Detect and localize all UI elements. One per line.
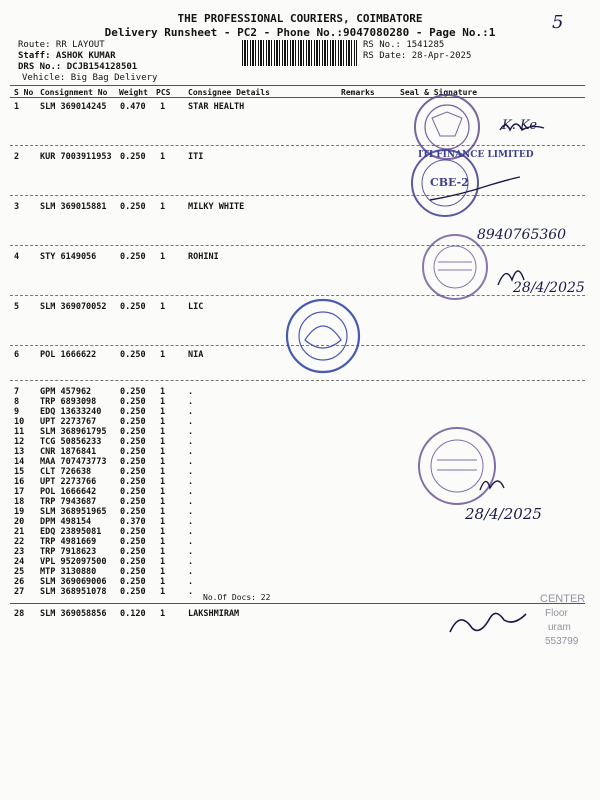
row-19-consignment: SLM 368951965: [40, 507, 107, 517]
row-24-sno: 24: [14, 557, 25, 567]
docs-count: No.Of Docs: 22: [203, 593, 271, 602]
row-24-consignee: .: [188, 557, 194, 567]
row-21-consignment: EDQ 23895081: [40, 527, 102, 537]
row-7-consignee: .: [188, 387, 194, 397]
row-3-weight: 0.250: [120, 202, 146, 212]
staff-label: Staff: ASHOK KUMAR: [18, 51, 116, 61]
row-13-consignee: .: [188, 447, 194, 457]
row-9-consignee: .: [188, 407, 194, 417]
col-consignee: Consignee Details: [188, 88, 270, 97]
row-10-weight: 0.250: [120, 417, 146, 427]
col-pcs: PCS: [156, 88, 171, 97]
row-20-sno: 20: [14, 517, 25, 527]
row-24-weight: 0.250: [120, 557, 146, 567]
row-8-consignment: TRP 6893098: [40, 397, 97, 407]
col-consignment: Consignment No: [40, 88, 108, 97]
row-11-consignment: SLM 368961795: [40, 427, 107, 437]
row-25-consignment: MTP 3130880: [40, 567, 97, 577]
stamp-row28-line1: CENTER: [540, 593, 586, 605]
page-mark: 5: [552, 12, 564, 33]
row-16-pcs: 1: [160, 477, 166, 487]
row-23-pcs: 1: [160, 547, 166, 557]
row-20-weight: 0.370: [120, 517, 146, 527]
row-7-weight: 0.250: [120, 387, 146, 397]
row-13-weight: 0.250: [120, 447, 146, 457]
row-19-consignee: .: [188, 507, 194, 517]
row-1-weight: 0.470: [120, 102, 146, 112]
row-15-pcs: 1: [160, 467, 166, 477]
row-19-weight: 0.250: [120, 507, 146, 517]
col-sno: S No: [14, 88, 34, 97]
row-19-pcs: 1: [160, 507, 166, 517]
row-5-consignee: LIC: [188, 302, 204, 312]
row-12-weight: 0.250: [120, 437, 146, 447]
row-18-pcs: 1: [160, 497, 166, 507]
row-4-pcs: 1: [160, 252, 166, 262]
row-25-consignee: .: [188, 567, 194, 577]
row-3-sno: 3: [14, 202, 20, 212]
stamp-row28-line4: 553799: [545, 636, 579, 647]
row-3-consignment: SLM 369015881: [40, 202, 107, 212]
row-25-pcs: 1: [160, 567, 166, 577]
signature-row1-text: K. Ke: [502, 118, 538, 133]
row-24-pcs: 1: [160, 557, 166, 567]
row-21-pcs: 1: [160, 527, 166, 537]
row-20-consignee: .: [188, 517, 194, 527]
row-17-pcs: 1: [160, 487, 166, 497]
row-2-sno: 2: [14, 152, 20, 162]
row-4-consignment: STY 6149056: [40, 252, 97, 262]
row-2-weight: 0.250: [120, 152, 146, 162]
row-25-sno: 25: [14, 567, 25, 577]
row-27-consignment: SLM 368951078: [40, 587, 107, 597]
row-7-sno: 7: [14, 387, 20, 397]
row-7-pcs: 1: [160, 387, 166, 397]
row-18-weight: 0.250: [120, 497, 146, 507]
row-23-sno: 23: [14, 547, 25, 557]
rohini-stamp: [423, 235, 487, 299]
row-14-consignment: MAA 707473773: [40, 457, 107, 467]
row-21-sno: 21: [14, 527, 25, 537]
row-3-consignee: MILKY WHITE: [188, 202, 245, 212]
row-6-consignment: POL 1666622: [40, 350, 97, 360]
row-5-consignment: SLM 369070052: [40, 302, 107, 312]
row-17-consignee: .: [188, 487, 194, 497]
row-13-pcs: 1: [160, 447, 166, 457]
row-8-sno: 8: [14, 397, 20, 407]
runsheet-subtitle: Delivery Runsheet - PC2 - Phone No.:9047080280 - Page No.:1: [104, 26, 496, 39]
row-3-pcs: 1: [160, 202, 166, 212]
row-9-weight: 0.250: [120, 407, 146, 417]
row-25-weight: 0.250: [120, 567, 146, 577]
handwritten-date-row4: 28/4/2025: [513, 280, 585, 296]
row-12-consignment: TCG 50856233: [40, 437, 102, 447]
row-28-weight: 0.120: [120, 609, 146, 619]
row-12-sno: 12: [14, 437, 25, 447]
row-26-consignee: .: [188, 577, 194, 587]
row-2-pcs: 1: [160, 152, 166, 162]
row-23-consignment: TRP 7918623: [40, 547, 97, 557]
row-22-consignee: .: [188, 537, 194, 547]
row-4-sno: 4: [14, 252, 20, 262]
row-12-pcs: 1: [160, 437, 166, 447]
row-22-consignment: TRP 4981669: [40, 537, 97, 547]
row-16-consignment: UPT 2273766: [40, 477, 97, 487]
col-seal-signature: Seal & Signature: [400, 88, 478, 97]
company-title: THE PROFESSIONAL COURIERS, COIMBATORE: [177, 12, 423, 25]
row-21-weight: 0.250: [120, 527, 146, 537]
row-16-sno: 16: [14, 477, 25, 487]
row-18-sno: 18: [14, 497, 25, 507]
row-23-weight: 0.250: [120, 547, 146, 557]
row-14-pcs: 1: [160, 457, 166, 467]
row-22-pcs: 1: [160, 537, 166, 547]
row-5-pcs: 1: [160, 302, 166, 312]
row-4-weight: 0.250: [120, 252, 146, 262]
row-26-weight: 0.250: [120, 577, 146, 587]
row-17-consignment: POL 1666642: [40, 487, 97, 497]
lic-stamp: [287, 300, 359, 372]
signature-row28: [450, 613, 526, 632]
row-16-consignee: .: [188, 477, 194, 487]
stamp-row28-line2: Floor: [545, 608, 568, 619]
row-28-consignee: LAKSHMIRAM: [188, 609, 240, 619]
row-19-sno: 19: [14, 507, 25, 517]
row-21-consignee: .: [188, 527, 194, 537]
row-5-weight: 0.250: [120, 302, 146, 312]
row-1-pcs: 1: [160, 102, 166, 112]
row-11-sno: 11: [14, 427, 25, 437]
row-9-sno: 9: [14, 407, 20, 417]
row-16-weight: 0.250: [120, 477, 146, 487]
row-23-consignee: .: [188, 547, 194, 557]
vehicle-label: Vehicle: Big Bag Delivery: [22, 73, 158, 83]
iti-stamp-code: CBE-2: [430, 176, 469, 189]
row-2-consignment: KUR 7003911953: [40, 152, 112, 162]
row-14-sno: 14: [14, 457, 25, 467]
row-10-sno: 10: [14, 417, 25, 427]
row-2-consignee: ITI: [188, 152, 204, 162]
row-11-pcs: 1: [160, 427, 166, 437]
row-8-weight: 0.250: [120, 397, 146, 407]
row-9-pcs: 1: [160, 407, 166, 417]
row-26-pcs: 1: [160, 577, 166, 587]
row-28-pcs: 1: [160, 609, 166, 619]
row-11-consignee: .: [188, 427, 194, 437]
row-28-sno: 28: [14, 609, 25, 619]
row-5-sno: 5: [14, 302, 20, 312]
stamp-row28-line3: uram: [548, 622, 571, 633]
row-6-weight: 0.250: [120, 350, 146, 360]
row-14-consignee: .: [188, 457, 194, 467]
row-6-pcs: 1: [160, 350, 166, 360]
rs-number: RS No.: 1541285: [363, 40, 445, 50]
row-10-pcs: 1: [160, 417, 166, 427]
row-4-consignee: ROHINI: [188, 252, 219, 262]
row-22-sno: 22: [14, 537, 25, 547]
row-1-consignee: STAR HEALTH: [188, 102, 245, 112]
col-remarks: Remarks: [341, 88, 375, 97]
row-27-consignee: .: [188, 587, 194, 597]
row-24-consignment: VPL 952097500: [40, 557, 107, 567]
row-1-consignment: SLM 369014245: [40, 102, 107, 112]
row-14-weight: 0.250: [120, 457, 146, 467]
route-label: Route: RR LAYOUT: [18, 40, 105, 50]
row-17-weight: 0.250: [120, 487, 146, 497]
row-15-weight: 0.250: [120, 467, 146, 477]
iti-stamp-text: ITI FINANCE LIMITED: [418, 150, 534, 160]
row-13-consignment: CNR 1876841: [40, 447, 97, 457]
row-15-consignment: CLT 726638: [40, 467, 92, 477]
row-22-weight: 0.250: [120, 537, 146, 547]
row-15-sno: 15: [14, 467, 25, 477]
rs-date: RS Date: 28-Apr-2025: [363, 51, 472, 61]
handwritten-date-row7: 28/4/2025: [465, 505, 542, 523]
row-17-sno: 17: [14, 487, 25, 497]
row-13-sno: 13: [14, 447, 25, 457]
row-1-sno: 1: [14, 102, 20, 112]
handwritten-phone: 8940765360: [477, 227, 567, 243]
row-20-consignment: DPM 498154: [40, 517, 92, 527]
row-8-consignee: .: [188, 397, 194, 407]
row-10-consignee: .: [188, 417, 194, 427]
row-27-pcs: 1: [160, 587, 166, 597]
row-15-consignee: .: [188, 467, 194, 477]
row-20-pcs: 1: [160, 517, 166, 527]
row-28-consignment: SLM 369058856: [40, 609, 107, 619]
row-9-consignment: EDQ 13633240: [40, 407, 102, 417]
drs-number: DRS No.: DCJB154128501: [18, 62, 138, 72]
row-27-weight: 0.250: [120, 587, 146, 597]
row-18-consignment: TRP 7943687: [40, 497, 97, 507]
row-10-consignment: UPT 2273767: [40, 417, 97, 427]
row-8-pcs: 1: [160, 397, 166, 407]
row-27-sno: 27: [14, 587, 25, 597]
row-26-sno: 26: [14, 577, 25, 587]
row-26-consignment: SLM 369069006: [40, 577, 107, 587]
col-weight: Weight: [119, 88, 148, 97]
row-18-consignee: .: [188, 497, 194, 507]
nia-stamp: [419, 428, 495, 504]
row-6-sno: 6: [14, 350, 20, 360]
row-7-consignment: GPM 457962: [40, 387, 92, 397]
row-6-consignee: NIA: [188, 350, 204, 360]
row-11-weight: 0.250: [120, 427, 146, 437]
row-12-consignee: .: [188, 437, 194, 447]
